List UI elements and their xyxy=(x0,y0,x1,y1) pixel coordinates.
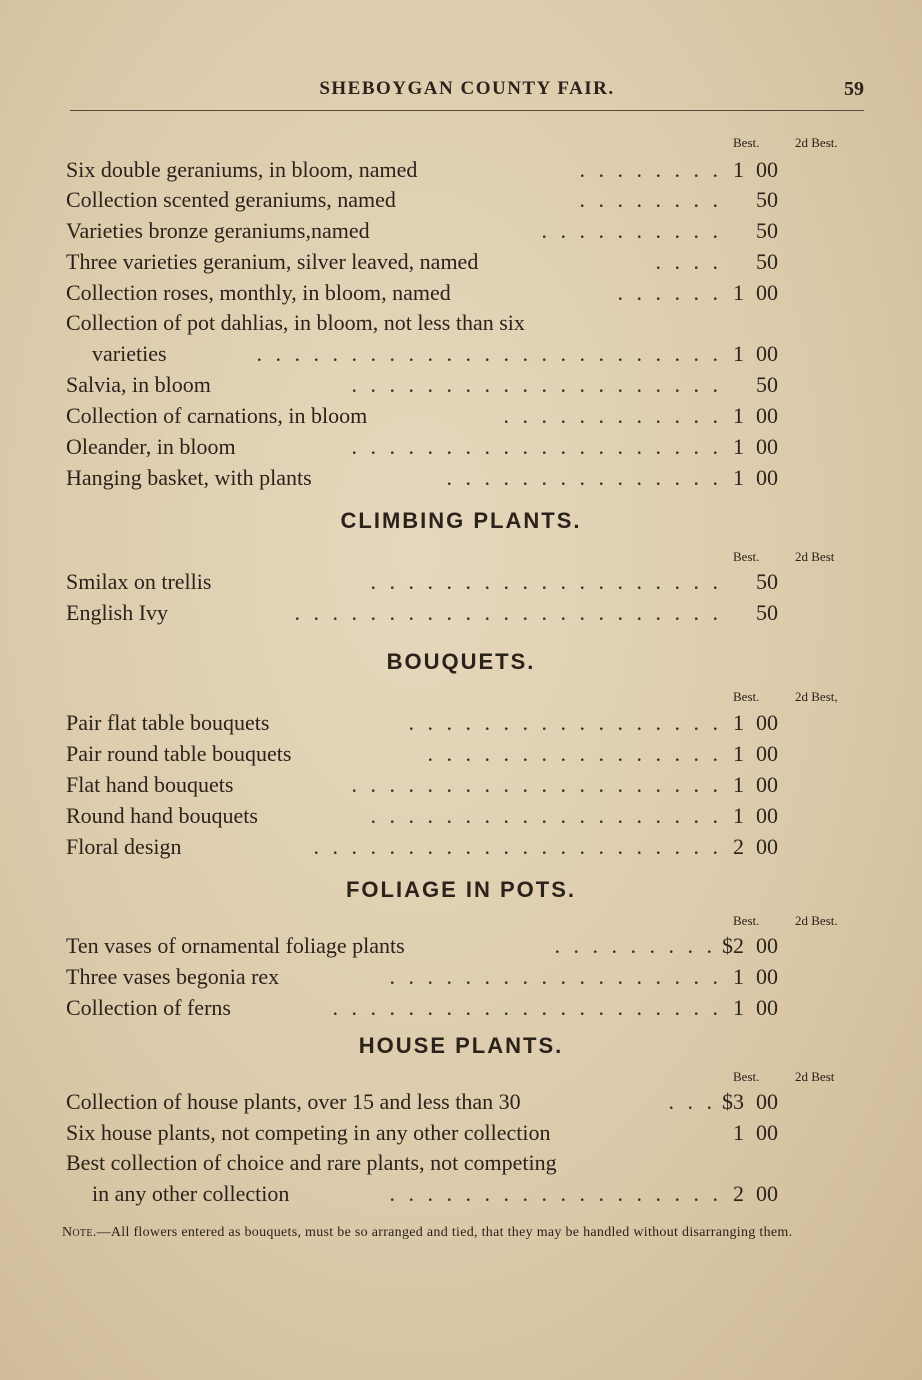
entry-label: Six house plants, not competing in any other collection xyxy=(66,1120,551,1145)
premium-row xyxy=(66,1118,860,1148)
premium-row xyxy=(66,993,860,1023)
amount-dollars: $3 xyxy=(722,1089,744,1114)
column-best: Best. xyxy=(733,689,760,704)
premium-row xyxy=(66,1148,860,1178)
amount-dollars: 1 xyxy=(733,157,744,182)
column-second-best: 2d Best xyxy=(795,1069,835,1084)
dot-leader: . . . . . . . . . . . . . . . . . . . . . xyxy=(332,995,722,1020)
dot-leader: . . . . . . . . xyxy=(579,157,722,182)
amount-cents: 50 xyxy=(756,569,778,594)
entry-label: Three vases begonia rex xyxy=(66,964,280,989)
section-heading: HOUSE PLANTS. xyxy=(358,1033,564,1058)
page-number: 59 xyxy=(844,78,864,100)
entry-label: Smilax on trellis xyxy=(66,569,212,594)
amount-cents: 00 xyxy=(756,834,778,859)
amount-cents: 50 xyxy=(756,372,778,397)
premium-row xyxy=(66,770,860,800)
entry-label: Salvia, in bloom xyxy=(66,372,211,397)
amount-cents: 00 xyxy=(756,341,778,366)
amount-cents: 00 xyxy=(756,710,778,735)
dot-leader: . . . . . . . . . . . . . . . . . . xyxy=(389,964,722,989)
note-label: Note. xyxy=(62,1225,97,1240)
amount-cents: 50 xyxy=(756,187,778,212)
premium-row xyxy=(66,216,860,246)
dot-leader: . . . . . . . . . . . . . . . . . . . xyxy=(370,569,722,594)
premium-row xyxy=(66,432,860,462)
premium-row xyxy=(66,962,860,992)
dot-leader: . . . . . . . . . . . . . . . . xyxy=(427,741,722,766)
entry-label: varieties xyxy=(92,341,167,366)
dot-leader: . . . . . . . . . . . . . . . . . . . . . . xyxy=(313,834,722,859)
column-second-best: 2d Best. xyxy=(795,135,838,150)
premium-row xyxy=(66,247,860,277)
note-text: —All flowers entered as bouquets, must be so arranged and tied, that they may be handled without disarranging them. xyxy=(96,1225,793,1240)
amount-cents: 00 xyxy=(756,1181,778,1206)
amount-dollars: 1 xyxy=(733,964,744,989)
dot-leader: . . . . . . . . . . . . . . . . . . . . . . . xyxy=(294,600,722,625)
entry-label: English Ivy xyxy=(66,600,169,625)
section-heading: CLIMBING PLANTS. xyxy=(340,508,582,533)
amount-cents: 00 xyxy=(756,1089,778,1114)
amount-cents: 00 xyxy=(756,434,778,459)
amount-dollars: 1 xyxy=(733,995,744,1020)
amount-cents: 00 xyxy=(756,403,778,428)
dot-leader: . . . . . . . . . . . . . . . . . . . . xyxy=(351,434,722,459)
premium-row xyxy=(66,1087,860,1117)
dot-leader: . . . . . . . . . . . . . . . . . . . . xyxy=(351,372,722,397)
entry-label: Collection roses, monthly, in bloom, named xyxy=(66,280,451,305)
page-title: SHEBOYGAN COUNTY FAIR. xyxy=(319,78,615,99)
premium-row xyxy=(92,339,860,369)
dot-leader: . . . . . . . . . . xyxy=(541,218,722,243)
entry-label: Collection scented geraniums, named xyxy=(66,187,396,212)
amount-dollars: 1 xyxy=(733,741,744,766)
amount-cents: 00 xyxy=(756,741,778,766)
section-heading: FOLIAGE IN POTS. xyxy=(345,877,576,902)
entry-label: Hanging basket, with plants xyxy=(66,465,312,490)
entry-label: Collection of carnations, in bloom xyxy=(66,403,368,428)
dot-leader: . . . . . . . . . . . . . . . . . . xyxy=(389,1181,722,1206)
dot-leader: . . . . . . xyxy=(617,280,722,305)
dot-leader: . . . . . . . . . . . . . . . . . . . . . . . . . xyxy=(256,341,722,366)
entry-label: Collection of ferns xyxy=(66,995,231,1020)
column-best: Best. xyxy=(733,1069,760,1084)
premium-row xyxy=(66,801,860,831)
dot-leader: . . . . . . . . . . . . xyxy=(503,403,722,428)
amount-cents: 50 xyxy=(756,600,778,625)
entry-label: in any other collection xyxy=(92,1181,290,1206)
dot-leader: . . . . . . . . . . . . . . . xyxy=(446,465,722,490)
amount-cents: 50 xyxy=(756,249,778,274)
column-best: Best. xyxy=(733,549,760,564)
entry-label: Best collection of choice and rare plants, not competing xyxy=(66,1150,557,1175)
amount-dollars: 2 xyxy=(733,834,744,859)
amount-dollars: 2 xyxy=(733,1181,744,1206)
amount-cents: 00 xyxy=(756,772,778,797)
column-headers xyxy=(0,913,922,929)
premium-row xyxy=(66,567,860,597)
entry-label: Three varieties geranium, silver leaved, named xyxy=(66,249,479,274)
premium-row xyxy=(66,598,860,628)
amount-dollars: 1 xyxy=(733,341,744,366)
column-best: Best. xyxy=(733,913,760,928)
amount-cents: 00 xyxy=(756,803,778,828)
dot-leader: . . . . xyxy=(655,249,722,274)
amount-dollars: 1 xyxy=(733,1120,744,1145)
premium-row xyxy=(66,739,860,769)
premium-row xyxy=(66,370,860,400)
premium-row xyxy=(66,185,860,215)
amount-dollars: 1 xyxy=(733,803,744,828)
column-headers xyxy=(0,549,922,565)
dot-leader: . . . xyxy=(668,1089,716,1114)
header-rule xyxy=(70,110,864,111)
column-headers xyxy=(0,1069,922,1085)
entry-label: Varieties bronze geraniums,named xyxy=(66,218,370,243)
amount-dollars: 1 xyxy=(733,280,744,305)
amount-cents: 00 xyxy=(756,995,778,1020)
amount-dollars: 1 xyxy=(733,772,744,797)
entry-label: Flat hand bouquets xyxy=(66,772,234,797)
section-heading: BOUQUETS. xyxy=(386,649,536,674)
amount-dollars: 1 xyxy=(733,710,744,735)
column-second-best: 2d Best xyxy=(795,549,835,564)
amount-cents: 00 xyxy=(756,964,778,989)
entry-label: Collection of house plants, over 15 and less than 30 xyxy=(66,1089,521,1114)
column-second-best: 2d Best. xyxy=(795,913,838,928)
dot-leader: . . . . . . . . . . . . . . . . . xyxy=(408,710,722,735)
premium-row xyxy=(66,278,860,308)
premium-row xyxy=(66,155,860,185)
footnote xyxy=(62,1222,858,1243)
column-best: Best. xyxy=(733,135,760,150)
amount-cents: 00 xyxy=(756,280,778,305)
entry-label: Collection of pot dahlias, in bloom, not less than six xyxy=(66,310,525,335)
column-second-best: 2d Best, xyxy=(795,689,838,704)
dot-leader: . . . . . . . . xyxy=(579,187,722,212)
premium-row xyxy=(66,308,860,338)
running-head xyxy=(70,78,864,102)
premium-row xyxy=(66,708,860,738)
premium-row xyxy=(66,931,860,961)
premium-row xyxy=(66,463,860,493)
premium-row xyxy=(66,832,860,862)
entry-label: Six double geraniums, in bloom, named xyxy=(66,157,418,182)
amount-cents: 50 xyxy=(756,218,778,243)
entry-label: Pair flat table bouquets xyxy=(66,710,270,735)
amount-dollars: 1 xyxy=(733,403,744,428)
dot-leader: . . . . . . . . . xyxy=(554,933,716,958)
entry-label: Oleander, in bloom xyxy=(66,434,236,459)
premium-row xyxy=(92,1179,860,1209)
dot-leader: . . . . . . . . . . . . . . . . . . . xyxy=(370,803,722,828)
entry-label: Round hand bouquets xyxy=(66,803,258,828)
amount-dollars: 1 xyxy=(733,434,744,459)
amount-cents: 00 xyxy=(756,1120,778,1145)
column-headers xyxy=(0,135,922,151)
dot-leader: . . . . . . . . . . . . . . . . . . . . xyxy=(351,772,722,797)
amount-dollars: $2 xyxy=(722,933,744,958)
amount-cents: 00 xyxy=(756,465,778,490)
entry-label: Floral design xyxy=(66,834,182,859)
amount-dollars: 1 xyxy=(733,465,744,490)
entry-label: Pair round table bouquets xyxy=(66,741,292,766)
entry-label: Ten vases of ornamental foliage plants xyxy=(66,933,405,958)
column-headers xyxy=(0,689,922,705)
amount-cents: 00 xyxy=(756,933,778,958)
amount-cents: 00 xyxy=(756,157,778,182)
premium-row xyxy=(66,401,860,431)
